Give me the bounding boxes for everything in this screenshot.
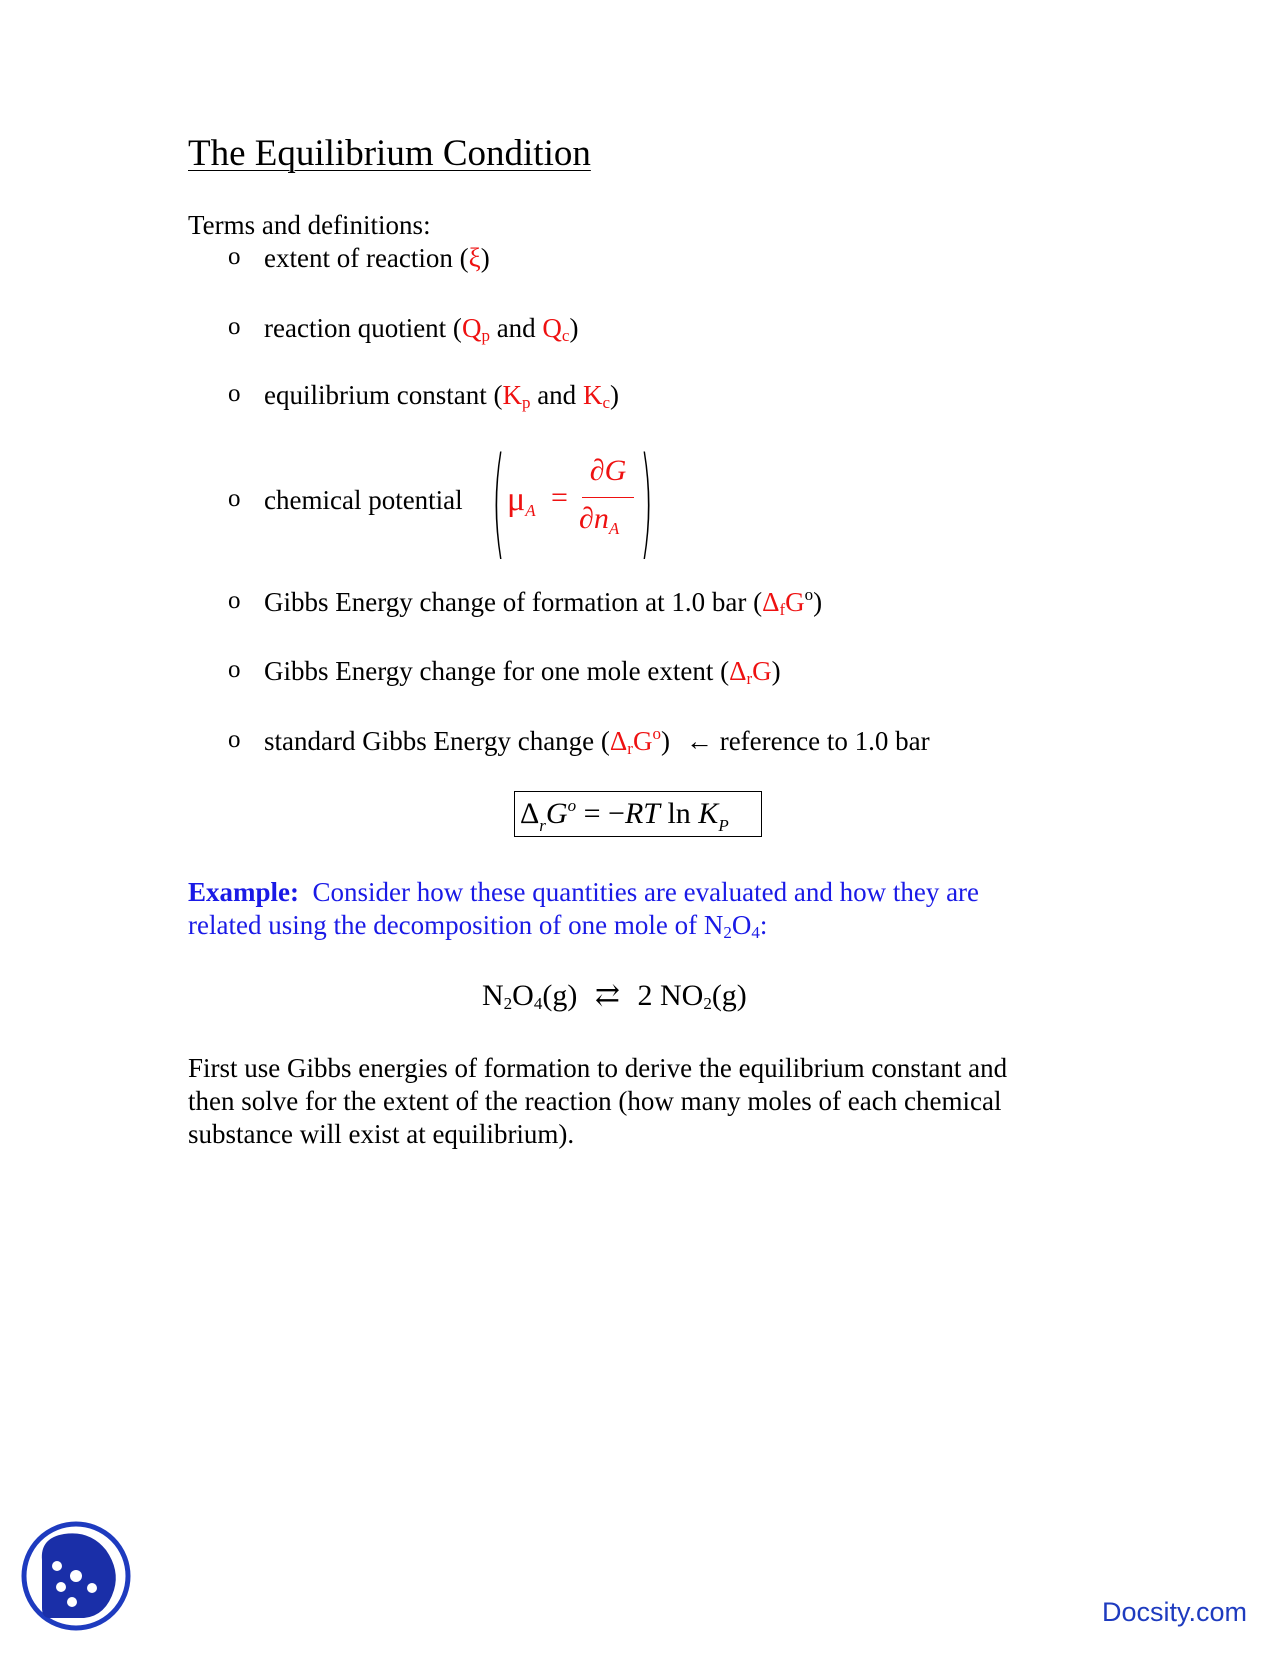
term-one-mole-text: Gibbs Energy change for one mole extent $(\Delta_rG)$ [264,656,781,688]
mu-symbol: $\mu_A$ [507,481,536,520]
bullet-marker: o [228,380,241,407]
bullet-marker: o [228,313,241,340]
term-formation-text: Gibbs Energy change of formation at 1.0 bar $(\Delta_fG^o)$ [264,585,823,619]
term-standard-text: standard Gibbs Energy change $(\Delta_rG^o)$ ← reference to 1.0 bar [264,724,930,758]
equilibrium-arrow-icon: ⇄ [594,979,620,1012]
bullet-marker: o [228,485,241,512]
reaction-equation: $N_2O_4(g)$ ⇄ 2 $NO_2(g)$ [482,979,747,1013]
bullet-marker: o [228,656,241,683]
gibbs-formula-box: $\Delta_rG^o = -RT$ $\ln K_P$ [514,791,762,837]
example-label: Example: [188,877,299,907]
left-paren: ( [491,433,505,572]
docsity-brand-link[interactable]: Docsity.com [1102,1597,1248,1627]
term-extent-text: extent of reaction (ξ) [264,243,490,273]
term-constant-text: equilibrium constant ($K_p$ and $K_c$) [264,380,619,412]
term-potential-text: chemical potential [264,485,463,515]
intro-heading: Terms and definitions: [188,210,431,240]
page-title: The Equilibrium Condition [188,133,591,174]
fraction-denominator: $\partial n_A$ [579,502,620,538]
fraction-bar [582,497,634,498]
example-paragraph: Example: Consider how these quantities are evaluated and how they are related using the decomposition of one mole of $N_2O_4$: [188,877,980,942]
equals-sign: = [551,481,568,514]
bullet-marker: o [228,587,241,614]
bullet-marker: o [228,726,241,753]
instructions-paragraph: First use Gibbs energies of formation to derive the equilibrium constant and then solve for the extent of the reaction (how many moles of each chemical substance will exist at equilibrium). [188,1053,1008,1149]
right-paren: ) [639,433,653,572]
docsity-logo-icon [20,1520,132,1632]
bullet-marker: o [228,243,241,270]
fraction-numerator: ∂G [589,454,627,487]
term-quotient-text: reaction quotient ($Q_p$ and $Q_c$) [264,313,579,345]
left-arrow-icon: ← [685,726,713,756]
